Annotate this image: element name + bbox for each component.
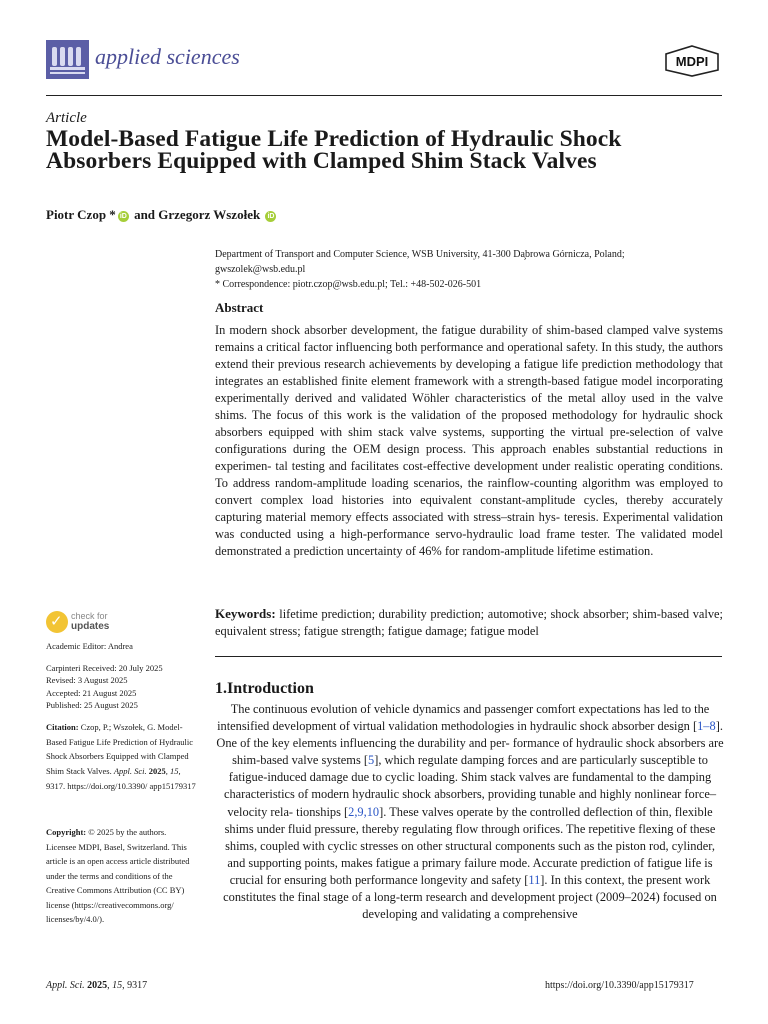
published-date: Published: 25 August 2025 [46, 700, 138, 711]
affiliations [215, 247, 715, 292]
author-name[interactable]: and Grzegorz Wszołek [134, 207, 261, 222]
abstract-body: In modern shock absorber development, the fatigue durability of shim-based clamped valve systems remains a critical factor influencing both performance and operational safety. In this study, the authors extend their previous research achievements by developing a fatigue life prediction methodology that integrates an established finite element framework with a strength-based fatigue model incorporating experimentally derived and validated Wöhler characteristics of the metal alloy used in the valve shims. The focus of this work is the validation of the proposed methodology for hydraulic shock absorbers equipped with shim stack valve systems, supporting the virtual pre-selection of valve configurations during the OEM design process. This approach enables substantial reductions in experimen- tal testing and facilitates cost-effective development under realistic operating conditions. To address random-amplitude loading scenarios, the rainflow-counting algorithm was employed to convert complex load histories into equivalent constant-amplitude cycles, thereby accurately capturing material memory effects associated with stress–strain hys- teresis. Experimental validation was conducted using a high-performance servo-hydraulic load frame tester. The validated model demonstrated a prediction uncertainty of 46% for random-amplitude lifetime estimation. [215, 323, 723, 558]
copyright-block: Copyright: © 2025 by the authors. Licensee MDPI, Basel, Switzerland. This article is an open access article distributed under the terms and conditions of the Creative Commons Attribution (CC BY) license (https://creativecommons.org/ licenses/by/4.0/). [46, 827, 190, 924]
abstract-heading: Abstract [215, 300, 264, 315]
citation-block: Citation: Czop, P.; Wszołek, G. Model-Based Fatigue Life Prediction of Hydraulic Shock Absorbers Equipped with Clamped Shim Stack Valves. Appl. Sci. 2025, 15, 9317. https://doi.org/10.3390/ app15179317 [46, 722, 196, 791]
correspondence-text: * Correspondence: piotr.czop@wsb.edu.pl; Tel.: +48-502-026-501 [215, 279, 482, 290]
received-date: Carpinteri Received: 20 July 2025 [46, 662, 163, 673]
article-dates [46, 640, 196, 712]
article-title: Model-Based Fatigue Life Prediction of Hydraulic Shock Absorbers Equipped with Clamped Shim Stack Valves [46, 126, 622, 174]
affiliation-text: Department of Transport and Computer Science, WSB University, 41-300 Da̧browa Górnicza, Poland; gwszolek@wsb.edu.pl [215, 249, 625, 275]
footer-doi-link[interactable]: https://doi.org/10.3390/app15179317 [545, 980, 694, 991]
intro-paragraph: The continuous evolution of vehicle dynamics and passenger comfort expectations has led to the intensified development of virtual validation methodologies in hydraulic shock absorber design [1–8]. One of the key elements influencing the durability and per- formance of hydraulic shock absorbers are shim-based valve systems [5], which regulate damping forces and are particularly susceptible to fatigue-induced damage due to cyclic loading. Shim stack valves are fundamental to the damping characteristics of modern hydraulic shock absorbers, providing tunable and highly nonlinear force–velocity rela- tionships [2,9,10]. These valves operate by the controlled deflection of thin, flexible shims under fluid pressure, thereby regulating flow through orifices. The repetitive flexing of these shims, coupled with cyclic stresses on other structural components such as the piston rod, cylinder, and supporting points, makes fatigue a primary failure mode. Accurate prediction of fatigue life is crucial for ensuring both performance longevity and safety [11]. In this context, the present work constitutes the final stage of a long-term research and development project (2009–2024) focused on developing and validating a comprehensive [216, 702, 724, 922]
section-heading: 1.Introduction [215, 680, 314, 697]
author-name[interactable]: Piotr Czop * [46, 207, 116, 222]
doi-link[interactable]: , 9317. https://doi.org/10.3390/ app15179317 [46, 766, 196, 791]
accepted-date: Accepted: 21 August 2025 [46, 687, 137, 698]
orcid-icon[interactable]: iD [119, 213, 127, 220]
svg-text:MDPI: MDPI [675, 54, 709, 69]
keywords [215, 605, 723, 640]
journal-logo-icon [46, 40, 89, 79]
article-type: Article [46, 110, 87, 126]
citation-link[interactable]: 1–8 [697, 719, 716, 734]
citation-link[interactable]: 2,9,10 [348, 804, 380, 819]
header-divider [46, 95, 722, 96]
orcid-icon[interactable]: iD [267, 213, 275, 220]
academic-editor: Academic Editor: Andrea [46, 641, 133, 651]
keywords-label: Keywords: [215, 606, 276, 621]
citation-link[interactable]: 5 [368, 753, 375, 768]
keywords-list: lifetime prediction; durability prediction; automotive; shock absorber; shim-based valve; equivalent stress; fatigue strength; fatigue damage; fatigue model [215, 607, 723, 638]
mdpi-logo-icon[interactable] [664, 45, 720, 77]
citation-link[interactable]: 11 [528, 872, 541, 887]
journal-name[interactable]: applied sciences [95, 44, 240, 69]
author-list [46, 207, 278, 223]
section-divider [215, 656, 722, 657]
check-for-updates-button[interactable]: ✓ check for updates [46, 611, 136, 637]
footer-citation: Appl. Sci. 2025, 15, 9317 [46, 980, 148, 991]
revised-date: Revised: 3 August 2025 [46, 675, 128, 686]
